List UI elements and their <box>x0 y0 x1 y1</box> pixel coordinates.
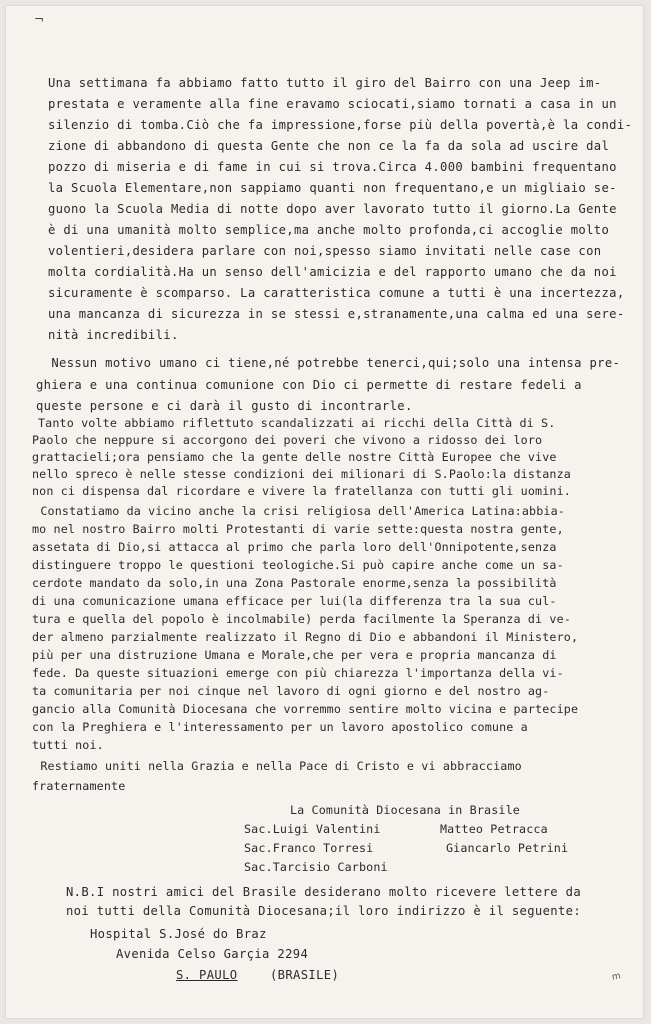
text-line: non ci dispensa dal ricordare e vivere la fratellanza con tutti gli uomini. <box>32 484 571 498</box>
text-line: N.B.I nostri amici del Brasile desiderano molto ricevere lettere da <box>66 885 582 899</box>
text-line: Nessun motivo umano ci tiene,né potrebbe tenerci,qui;solo una intensa pre- <box>36 356 621 370</box>
signature-name: Matteo Petracca <box>440 822 548 836</box>
text-line: con la Preghiera e l'interessamento per un lavoro apostolico comune a <box>32 720 528 734</box>
text-line: Constatiamo da vicino anche la crisi religiosa dell'America Latina:abbia- <box>26 504 565 518</box>
text-line: tura e quella del popolo è incolmabile) perda facilmente la Speranza di ve- <box>32 612 571 626</box>
text-line: sicuramente è scomparso. La caratteristica comune a tutti è una incertezza, <box>48 286 625 300</box>
text-line: ghiera e una continua comunione con Dio ci permette di restare fedeli a <box>36 378 582 392</box>
letter-page <box>6 6 643 1018</box>
signature-name: Sac.Franco Torresi <box>244 841 374 855</box>
text-line: nello spreco è nelle stesse condizioni dei milionari di S.Paolo:la distanza <box>32 467 571 481</box>
text-line: Paolo che neppure si accorgono dei poveri che vivono a ridosso dei loro <box>32 433 543 447</box>
text-line: queste persone e ci darà il gusto di incontrarle. <box>36 399 413 413</box>
text-line: tutti noi. <box>32 738 104 752</box>
text-line: è di una umanità molto semplice,ma anche molto profonda,ci accoglie molto <box>48 223 610 237</box>
text-line: noi tutti della Comunità Diocesana;il loro indirizzo è il seguente: <box>66 904 582 918</box>
signature-title: La Comunità Diocesana in Brasile <box>290 803 520 817</box>
corner-mark: ¬ <box>34 12 45 26</box>
text-line: guono la Scuola Media di notte dopo aver lavorato tutto il giorno.La Gente <box>48 202 617 216</box>
text-line: una mancanza di sicurezza in se stessi e,stranamente,una calma ed una sere- <box>48 307 625 321</box>
address-line: Avenida Celso Garçia 2294 <box>116 947 309 961</box>
text-line: gancio alla Comunità Diocesana che vorremmo sentire molto vicina e partecipe <box>32 702 579 716</box>
text-line: mo nel nostro Bairro molti Protestanti di varie sette:questa nostra gente, <box>32 522 564 536</box>
text-line: nità incredibili. <box>48 328 179 342</box>
text-line: Restiamo uniti nella Grazia e nella Pace di Cristo e vi abbracciamo <box>26 759 522 773</box>
text-line: cerdote mandato da solo,in una Zona Pastorale enorme,senza la possibilità <box>32 576 557 590</box>
address-city: S. PAULO <box>176 968 238 982</box>
signature-name: Sac.Luigi Valentini <box>244 822 381 836</box>
text-line: fraternamente <box>32 779 126 793</box>
text-line: la Scuola Elementare,non sappiamo quanti non frequentano,e un migliaio se- <box>48 181 617 195</box>
text-line: volentieri,desidera parlare con noi,spesso siamo invitati nelle case con <box>48 244 602 258</box>
text-line: zione di abbandono di questa Gente che non ce la fa da sola ad uscire dal <box>48 139 610 153</box>
text-line: der almeno parzialmente realizzato il Regno di Dio e abbandoni il Ministero, <box>32 630 579 644</box>
address-country: (BRASILE) <box>270 968 340 982</box>
text-line: pozzo di miseria e di fame in cui si trova.Circa 4.000 bambini frequentano <box>48 160 617 174</box>
text-line: grattacieli;ora pensiamo che la gente delle nostre Città Europee che vive <box>32 450 557 464</box>
text-line: Tanto volte abbiamo riflettuto scandalizzati ai ricchi della Città di S. <box>38 416 556 430</box>
text-line: distinguere troppo le questioni teologiche.Si può capire anche come un sa- <box>32 558 564 572</box>
text-line: di una comunicazione umana efficace per lui(la differenza tra la sua cul- <box>32 594 557 608</box>
text-line: Una settimana fa abbiamo fatto tutto il giro del Bairro con una Jeep im- <box>48 76 602 90</box>
text-line: silenzio di tomba.Ciò che fa impressione,forse più della povertà,è la condi- <box>48 118 633 132</box>
text-line: più per una distruzione Umana e Morale,che per vera e propria mancanza di <box>32 648 557 662</box>
text-line: prestata e veramente alla fine eravamo sciocati,siamo tornati a casa in un <box>48 97 617 111</box>
stray-ink-mark: m <box>611 971 622 983</box>
text-line: fede. Da queste situazioni emerge con più chiarezza l'importanza della vi- <box>32 666 564 680</box>
text-line: assetata di Dio,si attacca al primo che parla loro dell'Onnipotente,senza <box>32 540 557 554</box>
text-line: molta cordialità.Ha un senso dell'amicizia e del rapporto umano che da noi <box>48 265 617 279</box>
signature-name: Giancarlo Petrini <box>446 841 569 855</box>
address-line: Hospital S.José do Braz <box>90 927 267 941</box>
text-line: ta comunitaria per noi cinque nel lavoro di ogni giorno e del nostro ag- <box>32 684 550 698</box>
signature-name: Sac.Tarcisio Carboni <box>244 860 388 874</box>
